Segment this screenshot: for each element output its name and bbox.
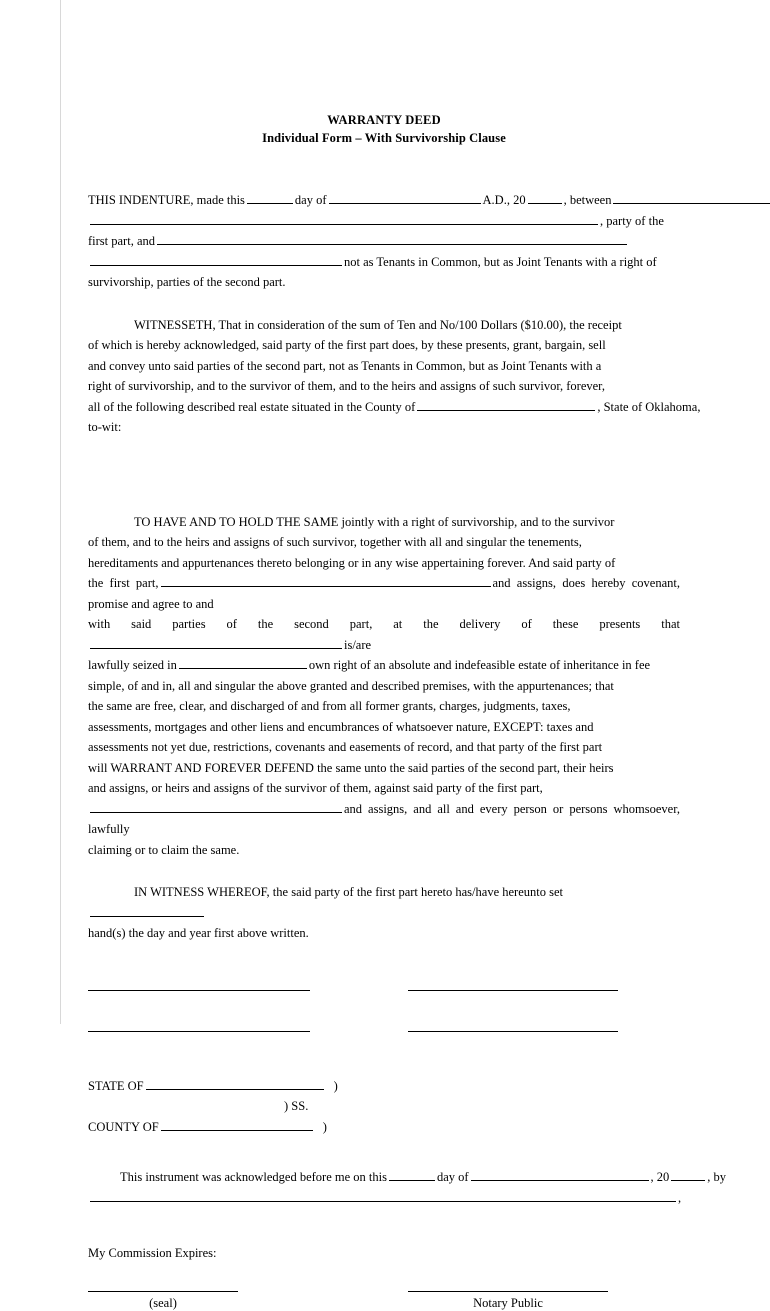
witnesseth-section bbox=[88, 315, 701, 438]
habendum-isare-text: is/are bbox=[344, 637, 372, 652]
document-title-block bbox=[88, 112, 680, 146]
legal-description-space bbox=[88, 438, 680, 512]
seal-line[interactable] bbox=[88, 1291, 238, 1292]
acknowledgment-name-line bbox=[88, 1188, 680, 1209]
witness-whereof-line-2: hand(s) the day and year first above written. bbox=[88, 926, 309, 940]
signature-line-4[interactable] bbox=[408, 1031, 618, 1032]
document-content bbox=[88, 0, 727, 1311]
notary-public-column bbox=[408, 1291, 620, 1311]
witness-whereof-line-1 bbox=[88, 882, 680, 923]
state-of-line bbox=[88, 1076, 680, 1097]
witnesseth-lead: WITNESSETH, That in consideration of the sum of Ten and No/100 Dollars ($10.00), the receipt bbox=[134, 317, 622, 332]
county-name-blank[interactable] bbox=[161, 1118, 313, 1131]
hereunto-set-blank[interactable] bbox=[90, 904, 204, 917]
habendum-line-2: of them, and to the heirs and assigns of such survivor, together with all and singular the tenements, bbox=[88, 535, 582, 549]
indenture-party-blank[interactable] bbox=[613, 191, 770, 204]
habendum-line-4 bbox=[88, 573, 680, 614]
witnesseth-line-4: right of survivorship, and to the survivor of them, and to the heirs and assigns of such survivor, forever, bbox=[88, 379, 605, 393]
ack-day-blank[interactable] bbox=[389, 1168, 435, 1181]
indenture-line-3 bbox=[88, 231, 680, 252]
indenture-text-3: A.D., 20 bbox=[482, 193, 526, 207]
signature-row-1 bbox=[88, 990, 680, 991]
habendum-line-12: and assigns, or heirs and assigns of the survivor of them, against said party of the first part, bbox=[88, 781, 543, 795]
signature-line-2[interactable] bbox=[408, 990, 618, 991]
habendum-persons-text: and assigns, and all and every person or persons whomsoever, lawfully bbox=[88, 801, 680, 836]
habendum-line-14: claiming or to claim the same. bbox=[88, 842, 240, 857]
county-blank[interactable] bbox=[417, 398, 595, 411]
notary-public-label: Notary Public bbox=[473, 1296, 543, 1310]
witnesseth-line-6: to-wit: bbox=[88, 420, 122, 434]
acknowledgment-section bbox=[88, 1167, 727, 1208]
county-of-line bbox=[88, 1117, 680, 1138]
indenture-line-5 bbox=[88, 272, 680, 293]
state-of-label: STATE OF bbox=[88, 1078, 144, 1093]
seal-column bbox=[88, 1291, 310, 1311]
presents-blank[interactable] bbox=[90, 636, 342, 649]
page-subtitle: Individual Form – With Survivorship Clause bbox=[262, 131, 506, 145]
indenture-line-1 bbox=[88, 190, 680, 211]
ack-text-1: This instrument was acknowledged before me on this bbox=[120, 1170, 387, 1184]
witnesseth-line-1 bbox=[88, 315, 680, 336]
witnesseth-state-text: , State of Oklahoma, bbox=[597, 399, 701, 414]
first-part-blank[interactable] bbox=[161, 574, 491, 587]
county-of-label: COUNTY OF bbox=[88, 1119, 159, 1134]
witnesseth-line-3: and convey unto said parties of the second part, not as Tenants in Common, but as Joint Tenants with a bbox=[88, 358, 602, 373]
habendum-line-10: assessments not yet due, restrictions, covenants and easements of record, and that party of the first part bbox=[88, 740, 603, 754]
signature-row-2 bbox=[88, 1031, 680, 1032]
notary-signature-row bbox=[88, 1291, 680, 1311]
indenture-line-2 bbox=[88, 211, 680, 232]
state-paren: ) bbox=[333, 1078, 338, 1093]
indenture-text-7: not as Tenants in Common, but as Joint Tenants with a right of bbox=[344, 254, 657, 269]
habendum-line-9: assessments, mortgages and other liens and encumbrances of whatsoever nature, EXCEPT: taxes and bbox=[88, 719, 594, 734]
witness-whereof-text: IN WITNESS WHEREOF, the said party of the first part hereto has/have hereunto set bbox=[134, 885, 563, 899]
habendum-seized-text: lawfully seized in bbox=[88, 658, 177, 672]
indenture-line-4 bbox=[88, 252, 680, 273]
ss-mark: ) SS. bbox=[284, 1099, 309, 1113]
habendum-section bbox=[88, 512, 680, 861]
habendum-line-3: hereditaments and appurtenances thereto belonging or in any wise appertaining forever. And said party of bbox=[88, 555, 616, 570]
indenture-text-8: survivorship, parties of the second part. bbox=[88, 275, 286, 289]
indenture-section bbox=[88, 190, 680, 293]
indenture-day-blank[interactable] bbox=[247, 191, 293, 204]
habendum-line-7: simple, of and in, all and singular the above granted and described premises, with the appurtenances; that bbox=[88, 678, 614, 693]
ack-month-blank[interactable] bbox=[471, 1168, 649, 1181]
indenture-year-blank[interactable] bbox=[528, 191, 562, 204]
spacer-1 bbox=[88, 293, 680, 315]
habendum-presents-text: with said parties of the second part, at the delivery of these presents that bbox=[88, 617, 680, 631]
ack-text-4: , by bbox=[707, 1170, 727, 1184]
habendum-line-1 bbox=[88, 512, 680, 533]
ack-year-blank[interactable] bbox=[671, 1168, 705, 1181]
state-blank[interactable] bbox=[146, 1077, 324, 1090]
habendum-line-6 bbox=[88, 655, 680, 676]
seal-label: (seal) bbox=[149, 1296, 177, 1310]
indenture-text-5: , party of the bbox=[600, 213, 664, 228]
ack-text-3: , 20 bbox=[650, 1170, 670, 1184]
indenture-second-party-blank-2[interactable] bbox=[90, 253, 342, 266]
witnesseth-line-5 bbox=[88, 397, 701, 418]
page-left-margin-rule bbox=[60, 0, 61, 1024]
notary-venue-block bbox=[88, 1076, 680, 1138]
signature-line-1[interactable] bbox=[88, 990, 310, 991]
acknowledgment-line bbox=[88, 1167, 727, 1188]
habendum-first-part-text: the first part, bbox=[88, 576, 159, 590]
witnesseth-county-text: all of the following described real estate situated in the County of bbox=[88, 399, 416, 414]
indenture-second-party-blank[interactable] bbox=[157, 232, 627, 245]
ss-line bbox=[88, 1096, 680, 1117]
page-title: WARRANTY DEED bbox=[327, 113, 441, 127]
indenture-month-blank[interactable] bbox=[329, 191, 481, 204]
spacer-2 bbox=[88, 860, 680, 882]
habendum-line-11: will WARRANT AND FOREVER DEFEND the same unto the said parties of the second part, their heirs bbox=[88, 760, 614, 775]
commission-expires-line: My Commission Expires: bbox=[88, 1246, 217, 1260]
indenture-party-blank-2[interactable] bbox=[90, 212, 598, 225]
ack-text-2: day of bbox=[436, 1170, 469, 1184]
witnesseth-line-2: of which is hereby acknowledged, said party of the first part does, by these presents, grant, bargain, sell bbox=[88, 338, 606, 352]
witness-whereof-section bbox=[88, 882, 680, 944]
habendum-heirs-blank[interactable] bbox=[90, 800, 342, 813]
signature-line-3[interactable] bbox=[88, 1031, 310, 1032]
habendum-ownright-text: own right of an absolute and indefeasible estate of inheritance in fee bbox=[308, 658, 651, 672]
ack-trailing-comma: , bbox=[678, 1190, 682, 1205]
habendum-line-13 bbox=[88, 799, 680, 840]
indenture-text-6: first part, and bbox=[88, 234, 155, 248]
habendum-line-5 bbox=[88, 614, 680, 655]
indenture-text-1: THIS INDENTURE, made this bbox=[88, 193, 245, 207]
indenture-text-2: day of bbox=[294, 193, 327, 207]
notary-public-line[interactable] bbox=[408, 1291, 608, 1292]
habendum-lead: TO HAVE AND TO HOLD THE SAME jointly with a right of survivorship, and to the survivor bbox=[134, 514, 615, 529]
ack-name-blank[interactable] bbox=[90, 1189, 676, 1202]
indenture-text-4: , between bbox=[563, 193, 612, 207]
habendum-assigns-text: and assigns, does hereby covenant, promise and agree to and bbox=[88, 576, 681, 611]
county-paren: ) bbox=[322, 1119, 327, 1134]
habendum-line-8: the same are free, clear, and discharged of and from all former grants, charges, judgments, taxes, bbox=[88, 699, 571, 713]
seized-blank[interactable] bbox=[179, 656, 307, 669]
